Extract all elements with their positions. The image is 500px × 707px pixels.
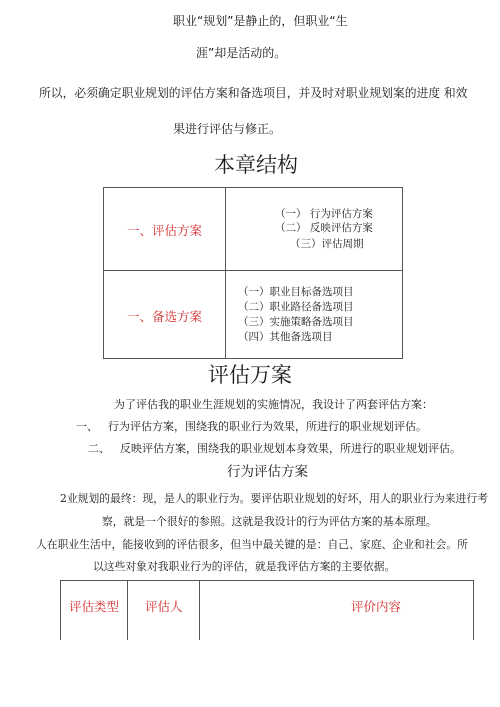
row-label-alternatives: 一、备选方案 xyxy=(126,309,202,324)
row-item: （三）实施策略备选项目 xyxy=(238,316,354,328)
row-label-evaluation: 一、评估方案 xyxy=(126,223,202,238)
table-divider-vertical xyxy=(127,581,128,640)
intro-line-2: 涯”却是活动的。 xyxy=(196,46,287,60)
section-intro: 为了评估我的职业生涯规划的实施情况，我设计了两套评估方案： xyxy=(114,398,433,411)
header-evaluator: 评估人 xyxy=(145,599,183,614)
row-item: （三）评估周期 xyxy=(290,238,364,250)
plan-number: 二、 xyxy=(88,442,110,455)
body-p2-line2: 以这些对象对我职业行为的评估，就是我评估方案的主要依据。 xyxy=(93,560,396,573)
chapter-title: 本章结构 xyxy=(214,153,298,177)
row-item: （二）职业路径备选项目 xyxy=(238,301,354,313)
table-divider-horizontal xyxy=(104,270,402,271)
intro-line-4: 果进行评估与修正。 xyxy=(173,122,282,136)
plan-number: 一、 xyxy=(76,420,98,433)
body-p1-line1: 2业规划的最终：现，是人的职业行为。要评估职业规划的好坏，用人的职业行为来进行考 xyxy=(60,492,488,505)
row-item: （四）其他备选项目 xyxy=(238,331,333,343)
table-divider-vertical xyxy=(225,188,226,358)
header-eval-type: 评估类型 xyxy=(69,599,120,614)
evaluation-table xyxy=(60,580,474,640)
intro-line-1: 职业“规划”是静止的，但职业“生 xyxy=(173,14,348,28)
table-divider-vertical xyxy=(199,581,200,640)
row-item: （一）职业目标备选项目 xyxy=(238,286,354,298)
plan-item-2 xyxy=(88,441,461,457)
row-item: （二） 反映评估方案 xyxy=(275,222,373,234)
header-eval-content: 评价内容 xyxy=(351,599,402,614)
intro-line-3: 所以，必须确定职业规划的评估方案和备选项目，并及时对职业规划案的进度 和效 xyxy=(39,86,468,100)
body-p2-line1: 人在职业生活中，能接收到的评估很多，但当中最关键的是：自己、家庭、企业和社会。所 xyxy=(36,538,468,551)
row-item: （一） 行为评估方案 xyxy=(275,208,373,220)
plan-item-1 xyxy=(76,419,427,435)
structure-table xyxy=(103,187,403,359)
subsection-title: 行为评估方案 xyxy=(227,464,308,480)
section-title: 评估万案 xyxy=(208,363,292,387)
plan-text: 反映评估方案，围绕我的职业规划本身效果，所进行的职业规划评估。 xyxy=(120,442,461,455)
body-p1-line2: 察，就是一个很好的参照。这就是我设计的行为评估方案的基本原理。 xyxy=(102,515,437,528)
plan-text: 行为评估方案，围绕我的职业行为效果，所进行的职业规划评估。 xyxy=(108,420,427,433)
